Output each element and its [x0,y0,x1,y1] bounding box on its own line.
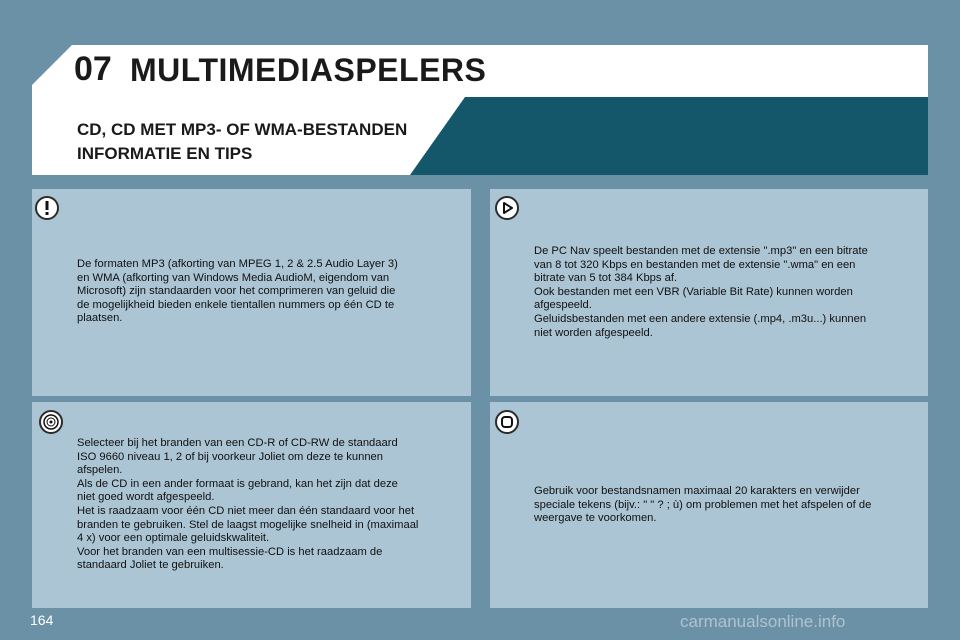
exclamation-icon [35,196,59,220]
info-panel-playback [490,189,928,396]
info-panel-formats [32,189,471,396]
disc-icon [39,410,63,434]
rounded-square-icon [495,410,519,434]
info-panel-playback-text: De PC Nav speelt bestanden met de extensie ".mp3" en een bitrate van 8 tot 320 Kbps en bestanden met de extensie ".wma" en een bitrate van 5 tot 384 Kbps af. Ook bestanden met een VBR (Variable Bit Rate) kunnen worden afgespeeld. Geluidsbestanden met een andere extensie (.mp4, .m3u...) kunnen niet worden afgespeeld. [534,245,868,339]
play-icon [495,196,519,220]
info-panel-filenames [490,402,928,608]
section-title [77,118,477,166]
info-panel-formats-text: De formaten MP3 (afkorting van MPEG 1, 2 & 2.5 Audio Layer 3) en WMA (afkorting van Windows Media AudioM, eigendom van Microsoft) zijn standaarden voor het comprimeren van geluid die de mogelijkheid bieden enkele tientallen nummers op één CD te plaatsen. [77,258,398,325]
info-panel-burning-text: Selecteer bij het branden van een CD-R of CD-RW de standaard ISO 9660 niveau 1, 2 of bij voorkeur Joliet om deze te kunnen afspelen. Als de CD in een ander formaat is gebrand, kan het zijn dat deze niet goed wordt afgespeeld. Het is raadzaam voor één CD niet meer dan één standaard voor het branden te gebruiken. Stel de laagst mogelijke snelheid in (maximaal 4 x) voor een optimale geluidskwaliteit. Voor het branden van een multisessie-CD is het raadzaam de standaard Joliet te gebruiken. [77,437,419,572]
info-panel-filenames-text: Gebruik voor bestandsnamen maximaal 20 karakters en verwijder speciale tekens (bijv.: " " ? ; ù) om problemen met het afspelen of de weergave te voorkomen. [534,485,872,525]
section-title-line2: INFORMATIE EN TIPS [77,144,253,163]
header-accent [410,97,928,175]
page-number: 164 [30,612,54,628]
chapter-title: MULTIMEDIASPELERS [130,52,487,88]
info-panel-burning [32,402,471,608]
watermark: carmanualsonline.info [680,612,846,631]
chapter-number: 07 [74,50,112,88]
section-title-line1: CD, CD MET MP3- OF WMA-BESTANDEN [77,120,408,139]
